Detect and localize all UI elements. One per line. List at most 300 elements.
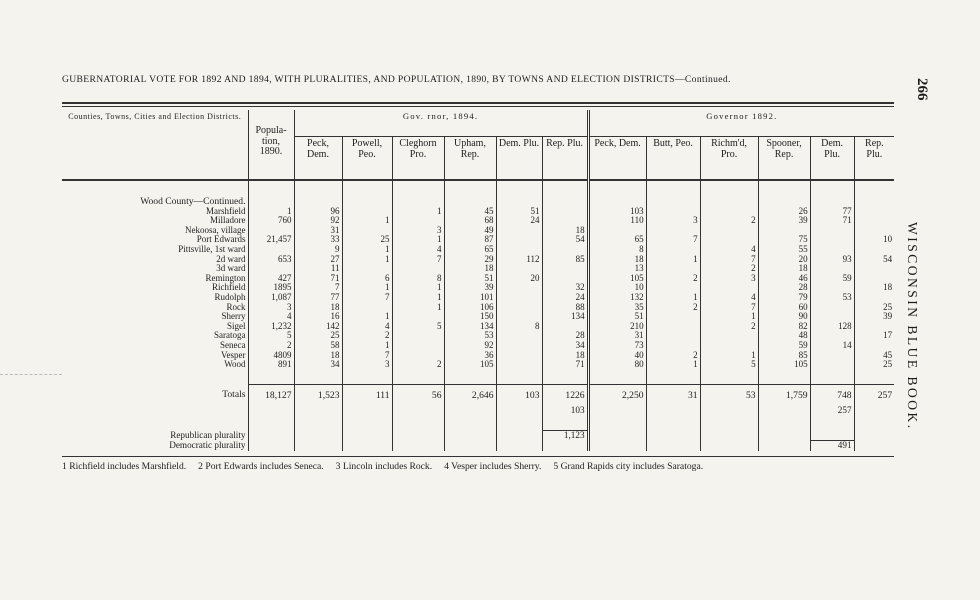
spacer-cell bbox=[646, 416, 700, 431]
table-row bbox=[62, 216, 894, 226]
vote-cell: 4 bbox=[342, 322, 392, 332]
plurality-cell bbox=[758, 440, 810, 450]
vote-cell bbox=[392, 312, 444, 322]
spacer-cell bbox=[392, 370, 444, 385]
county-column-header: Counties, Towns, Cities and Election Districts. bbox=[62, 110, 248, 180]
spacer-cell bbox=[62, 416, 248, 431]
vote-cell: 1 bbox=[342, 341, 392, 351]
footnotes bbox=[62, 461, 902, 472]
vote-cell: 9 bbox=[294, 245, 342, 255]
subtotal-cell bbox=[392, 406, 444, 416]
vote-cell bbox=[810, 245, 854, 255]
vote-cell: 6 bbox=[342, 274, 392, 284]
vote-cell: 1 bbox=[700, 312, 758, 322]
vote-cell bbox=[810, 226, 854, 236]
vote-cell: 53 bbox=[444, 331, 496, 341]
page-number: 266 bbox=[914, 78, 930, 101]
vote-cell: 58 bbox=[294, 341, 342, 351]
table-row bbox=[62, 360, 894, 370]
vote-cell: 45 bbox=[854, 351, 894, 361]
vote-cell: 132 bbox=[588, 293, 646, 303]
district-name: Rudolph bbox=[214, 292, 246, 302]
spacer-cell bbox=[854, 180, 894, 195]
vote-cell: 7 bbox=[294, 283, 342, 293]
district-name: Wood bbox=[224, 360, 246, 370]
spacer-cell bbox=[294, 180, 342, 195]
vote-cell bbox=[646, 322, 700, 332]
vote-cell: 18 bbox=[294, 351, 342, 361]
plurality-value: 491 bbox=[810, 440, 854, 450]
vote-cell bbox=[342, 226, 392, 236]
subtotal-row bbox=[62, 406, 894, 416]
table-row bbox=[62, 341, 894, 351]
spacer-cell bbox=[758, 180, 810, 195]
totals-cell: 56 bbox=[392, 384, 444, 406]
plurality-cell bbox=[444, 440, 496, 450]
vote-cell: 48 bbox=[758, 331, 810, 341]
section-cell bbox=[496, 195, 542, 207]
vote-cell bbox=[854, 216, 894, 226]
vote-cell bbox=[496, 283, 542, 293]
spacer-cell bbox=[810, 180, 854, 195]
plurality-cell bbox=[542, 440, 588, 450]
plurality-cell bbox=[700, 430, 758, 440]
vote-cell bbox=[392, 216, 444, 226]
totals-cell: 53 bbox=[700, 384, 758, 406]
vote-cell: 7 bbox=[342, 351, 392, 361]
district-name: Nekoosa, village bbox=[185, 225, 246, 235]
spacer-cell bbox=[542, 180, 588, 195]
vote-table bbox=[62, 110, 894, 451]
subtotal-cell bbox=[444, 406, 496, 416]
vote-cell: 32 bbox=[542, 283, 588, 293]
section-cell bbox=[588, 195, 646, 207]
vote-cell: 71 bbox=[294, 274, 342, 284]
footnote-rule bbox=[62, 456, 894, 457]
vote-cell: 31 bbox=[294, 226, 342, 236]
vote-cell bbox=[810, 351, 854, 361]
vote-cell: 4 bbox=[700, 293, 758, 303]
spacer-cell bbox=[444, 180, 496, 195]
table-row bbox=[62, 312, 894, 322]
vote-cell: 55 bbox=[758, 245, 810, 255]
spacer-cell bbox=[444, 416, 496, 431]
table-row bbox=[62, 331, 894, 341]
vote-cell bbox=[646, 207, 700, 217]
totals-cell: 31 bbox=[646, 384, 700, 406]
vote-cell: 101 bbox=[444, 293, 496, 303]
vote-cell: 134 bbox=[444, 322, 496, 332]
subtotal-cell: 103 bbox=[542, 406, 588, 416]
table-row bbox=[62, 303, 894, 313]
vote-cell bbox=[810, 264, 854, 274]
vote-cell: 65 bbox=[444, 245, 496, 255]
subtotal-cell bbox=[294, 406, 342, 416]
vote-cell: 25 bbox=[294, 331, 342, 341]
vote-cell: 90 bbox=[758, 312, 810, 322]
spacer-cell bbox=[444, 370, 496, 385]
col-1892-5-header: Rep. Plu. bbox=[854, 137, 894, 181]
vote-cell bbox=[542, 264, 588, 274]
spacer-cell bbox=[700, 370, 758, 385]
section-cell bbox=[444, 195, 496, 207]
vote-cell: 3 bbox=[342, 360, 392, 370]
vote-cell bbox=[854, 322, 894, 332]
subtotal-cell: 257 bbox=[810, 406, 854, 416]
vote-cell: 21,457 bbox=[248, 235, 294, 245]
vote-cell: 7 bbox=[392, 255, 444, 265]
vote-cell bbox=[700, 226, 758, 236]
vote-cell: 35 bbox=[588, 303, 646, 313]
vote-cell: 77 bbox=[810, 207, 854, 217]
col-1894-0-header: Peck, Dem. bbox=[294, 137, 342, 181]
plurality-cell bbox=[700, 440, 758, 450]
spacer-cell bbox=[758, 370, 810, 385]
vote-cell bbox=[854, 341, 894, 351]
spacer-cell bbox=[392, 180, 444, 195]
plurality-cell bbox=[248, 440, 294, 450]
plurality-label: Democratic plurality bbox=[169, 440, 246, 450]
vote-cell: 20 bbox=[496, 274, 542, 284]
spacer-cell bbox=[854, 416, 894, 431]
section-cell bbox=[646, 195, 700, 207]
group-header-1894: Gov. rnor, 1894. bbox=[294, 110, 588, 137]
vote-cell: 105 bbox=[444, 360, 496, 370]
vote-cell: 1 bbox=[646, 255, 700, 265]
spacer-cell bbox=[700, 416, 758, 431]
subtotal-cell bbox=[342, 406, 392, 416]
group-header-1892: Governor 1892. bbox=[588, 110, 894, 137]
vote-cell: 105 bbox=[758, 360, 810, 370]
table-row bbox=[62, 245, 894, 255]
district-name: Milladore bbox=[210, 216, 246, 226]
vote-cell: 4 bbox=[248, 312, 294, 322]
district-name: Pittsville, 1st ward bbox=[178, 244, 246, 254]
vote-cell: 1 bbox=[342, 283, 392, 293]
vote-cell: 110 bbox=[588, 216, 646, 226]
vote-cell: 2 bbox=[646, 351, 700, 361]
vote-cell: 39 bbox=[758, 216, 810, 226]
vote-cell: 7 bbox=[700, 303, 758, 313]
vote-cell: 5 bbox=[248, 331, 294, 341]
spacer-cell bbox=[248, 416, 294, 431]
vote-cell: 88 bbox=[542, 303, 588, 313]
vote-cell: 7 bbox=[646, 235, 700, 245]
section-cell bbox=[542, 195, 588, 207]
vote-cell bbox=[248, 245, 294, 255]
section-cell bbox=[854, 195, 894, 207]
vote-cell: 653 bbox=[248, 255, 294, 265]
vote-cell: 8 bbox=[588, 245, 646, 255]
vote-cell: 106 bbox=[444, 303, 496, 313]
vote-cell bbox=[854, 226, 894, 236]
vote-cell: 71 bbox=[810, 216, 854, 226]
vote-cell: 11 bbox=[294, 264, 342, 274]
vote-cell: 46 bbox=[758, 274, 810, 284]
spacer-cell bbox=[588, 370, 646, 385]
vote-cell: 1895 bbox=[248, 283, 294, 293]
vote-cell: 10 bbox=[588, 283, 646, 293]
totals-cell: 1226 bbox=[542, 384, 588, 406]
col-1894-2-header: Cleghorn Pro. bbox=[392, 137, 444, 181]
vote-cell: 53 bbox=[810, 293, 854, 303]
vote-cell: 14 bbox=[810, 341, 854, 351]
spacer-cell bbox=[342, 416, 392, 431]
plurality-cell bbox=[294, 440, 342, 450]
plurality-cell bbox=[496, 440, 542, 450]
vote-cell bbox=[646, 341, 700, 351]
vote-cell: 2 bbox=[700, 216, 758, 226]
vote-cell bbox=[496, 351, 542, 361]
vote-cell: 1 bbox=[392, 235, 444, 245]
vote-cell: 39 bbox=[444, 283, 496, 293]
vote-cell: 29 bbox=[444, 255, 496, 265]
plurality-cell bbox=[646, 440, 700, 450]
vote-cell: 142 bbox=[294, 322, 342, 332]
footnote: 5 Grand Rapids city includes Saratoga. bbox=[553, 461, 704, 472]
vote-cell bbox=[588, 226, 646, 236]
vote-cell: 68 bbox=[444, 216, 496, 226]
subtotal-cell bbox=[496, 406, 542, 416]
vote-cell: 51 bbox=[444, 274, 496, 284]
vote-cell: 79 bbox=[758, 293, 810, 303]
vote-cell: 1,232 bbox=[248, 322, 294, 332]
vote-cell bbox=[646, 226, 700, 236]
vote-cell: 128 bbox=[810, 322, 854, 332]
vote-cell bbox=[496, 303, 542, 313]
vote-cell bbox=[342, 207, 392, 217]
district-name: Sigel bbox=[226, 321, 246, 331]
vote-cell bbox=[810, 360, 854, 370]
vote-cell bbox=[342, 264, 392, 274]
col-1894-5-header: Rep. Plu. bbox=[542, 137, 588, 181]
district-name: 2d ward bbox=[216, 254, 246, 264]
vote-cell bbox=[248, 264, 294, 274]
vote-cell: 28 bbox=[542, 331, 588, 341]
vote-cell: 85 bbox=[542, 255, 588, 265]
vote-cell bbox=[854, 245, 894, 255]
vote-cell: 1 bbox=[700, 351, 758, 361]
running-head: WISCONSIN BLUE BOOK. bbox=[905, 222, 920, 431]
vote-cell: 31 bbox=[588, 331, 646, 341]
spacer-row bbox=[62, 180, 894, 195]
vote-cell bbox=[854, 274, 894, 284]
vote-cell: 4 bbox=[700, 245, 758, 255]
vote-cell: 427 bbox=[248, 274, 294, 284]
vote-cell: 3 bbox=[392, 226, 444, 236]
vote-cell: 18 bbox=[444, 264, 496, 274]
vote-cell bbox=[542, 216, 588, 226]
plurality-value: 1,123 bbox=[542, 430, 588, 440]
vote-cell: 4 bbox=[392, 245, 444, 255]
vote-cell: 60 bbox=[758, 303, 810, 313]
totals-label: Totals bbox=[222, 389, 246, 401]
vote-cell: 891 bbox=[248, 360, 294, 370]
vote-cell: 16 bbox=[294, 312, 342, 322]
vote-cell bbox=[496, 245, 542, 255]
table-row bbox=[62, 322, 894, 332]
vote-cell bbox=[496, 312, 542, 322]
totals-cell: 2,646 bbox=[444, 384, 496, 406]
vote-cell: 18 bbox=[542, 226, 588, 236]
table-row bbox=[62, 226, 894, 236]
vote-cell: 5 bbox=[700, 360, 758, 370]
vote-cell bbox=[810, 331, 854, 341]
vote-cell bbox=[342, 303, 392, 313]
vote-cell: 65 bbox=[588, 235, 646, 245]
spacer-row bbox=[62, 416, 894, 431]
vote-cell bbox=[810, 303, 854, 313]
vote-cell: 24 bbox=[542, 293, 588, 303]
spacer-cell bbox=[248, 370, 294, 385]
vote-cell: 51 bbox=[496, 207, 542, 217]
plurality-cell bbox=[588, 430, 646, 440]
district-name: Rock bbox=[226, 302, 246, 312]
vote-cell bbox=[392, 331, 444, 341]
vote-cell: 3 bbox=[646, 216, 700, 226]
vote-cell bbox=[496, 226, 542, 236]
section-cell bbox=[342, 195, 392, 207]
plurality-cell bbox=[646, 430, 700, 440]
vote-cell bbox=[496, 360, 542, 370]
vote-cell bbox=[248, 226, 294, 236]
vote-cell bbox=[700, 207, 758, 217]
table-row bbox=[62, 255, 894, 265]
subtotal-cell bbox=[700, 406, 758, 416]
vote-cell: 33 bbox=[294, 235, 342, 245]
vote-cell: 34 bbox=[542, 341, 588, 351]
plurality-cell bbox=[294, 430, 342, 440]
vote-cell bbox=[496, 293, 542, 303]
spacer-row bbox=[62, 370, 894, 385]
table-row bbox=[62, 283, 894, 293]
totals-cell: 111 bbox=[342, 384, 392, 406]
subtotal-cell bbox=[62, 406, 248, 416]
spacer-cell bbox=[294, 416, 342, 431]
vote-cell: 3 bbox=[248, 303, 294, 313]
vote-cell: 1 bbox=[342, 255, 392, 265]
district-name: 3d ward bbox=[216, 264, 246, 274]
vote-cell: 18 bbox=[542, 351, 588, 361]
vote-cell bbox=[854, 207, 894, 217]
vote-cell: 27 bbox=[294, 255, 342, 265]
vote-cell bbox=[854, 293, 894, 303]
plurality-cell bbox=[342, 440, 392, 450]
plurality-cell bbox=[854, 440, 894, 450]
vote-cell: 4809 bbox=[248, 351, 294, 361]
section-cell bbox=[248, 195, 294, 207]
table-row bbox=[62, 235, 894, 245]
col-1892-2-header: Richm'd, Pro. bbox=[700, 137, 758, 181]
spacer-cell bbox=[342, 180, 392, 195]
vote-cell: 26 bbox=[758, 207, 810, 217]
spacer-cell bbox=[542, 370, 588, 385]
vote-cell: 3 bbox=[700, 274, 758, 284]
vote-cell: 1 bbox=[646, 360, 700, 370]
spacer-cell bbox=[646, 180, 700, 195]
footnote: 1 Richfield includes Marshfield. bbox=[62, 461, 187, 472]
spacer-cell bbox=[62, 370, 248, 385]
plurality-cell bbox=[810, 430, 854, 440]
vote-cell: 2 bbox=[342, 331, 392, 341]
vote-cell bbox=[646, 264, 700, 274]
vote-cell bbox=[496, 341, 542, 351]
section-cell bbox=[392, 195, 444, 207]
table-row bbox=[62, 207, 894, 217]
subtotal-cell bbox=[248, 406, 294, 416]
vote-cell bbox=[646, 331, 700, 341]
header-row-groups bbox=[62, 110, 894, 137]
district-name: Vesper bbox=[221, 350, 246, 360]
spacer-cell bbox=[496, 180, 542, 195]
vote-cell: 210 bbox=[588, 322, 646, 332]
vote-cell bbox=[700, 235, 758, 245]
vote-cell: 59 bbox=[758, 341, 810, 351]
vote-cell: 8 bbox=[496, 322, 542, 332]
vote-cell: 17 bbox=[854, 331, 894, 341]
spacer-cell bbox=[248, 180, 294, 195]
vote-cell: 18 bbox=[294, 303, 342, 313]
footnote: 4 Vesper includes Sherry. bbox=[444, 461, 542, 472]
section-cell bbox=[810, 195, 854, 207]
vote-cell: 39 bbox=[854, 312, 894, 322]
spacer-cell bbox=[496, 416, 542, 431]
plurality-cell bbox=[248, 430, 294, 440]
vote-cell bbox=[542, 207, 588, 217]
subtotal-cell bbox=[646, 406, 700, 416]
section-title: Wood County—Continued. bbox=[140, 196, 246, 207]
spacer-cell bbox=[810, 370, 854, 385]
vote-cell: 25 bbox=[854, 303, 894, 313]
vote-cell bbox=[758, 226, 810, 236]
spacer-cell bbox=[294, 370, 342, 385]
section-cell bbox=[758, 195, 810, 207]
vote-cell: 1 bbox=[392, 207, 444, 217]
col-1894-4-header: Dem. Plu. bbox=[496, 137, 542, 181]
vote-cell: 760 bbox=[248, 216, 294, 226]
plurality-cell bbox=[392, 430, 444, 440]
vote-cell: 134 bbox=[542, 312, 588, 322]
col-1892-4-header: Dem. Plu. bbox=[810, 137, 854, 181]
spacer-cell bbox=[588, 180, 646, 195]
district-name: Sherry bbox=[221, 312, 246, 322]
vote-cell: 92 bbox=[444, 341, 496, 351]
vote-cell: 34 bbox=[294, 360, 342, 370]
spacer-cell bbox=[646, 370, 700, 385]
page-edge-mark bbox=[0, 374, 62, 375]
vote-cell bbox=[810, 312, 854, 322]
district-name: Remington bbox=[205, 273, 246, 283]
plurality-row bbox=[62, 430, 894, 440]
vote-cell: 24 bbox=[496, 216, 542, 226]
col-1892-1-header: Butt, Peo. bbox=[646, 137, 700, 181]
table-row bbox=[62, 274, 894, 284]
spacer-cell bbox=[62, 180, 248, 195]
vote-cell: 150 bbox=[444, 312, 496, 322]
vote-cell bbox=[496, 264, 542, 274]
totals-cell: 103 bbox=[496, 384, 542, 406]
totals-cell: 748 bbox=[810, 384, 854, 406]
totals-row bbox=[62, 384, 894, 406]
spacer-cell bbox=[758, 416, 810, 431]
table-title: GUBERNATORIAL VOTE FOR 1892 AND 1894, WITH PLURALITIES, AND POPULATION, 1890, BY TOWNS AND ELECTION DISTRICTS—Continued. bbox=[62, 74, 731, 85]
vote-cell: 10 bbox=[854, 235, 894, 245]
spacer-cell bbox=[342, 370, 392, 385]
district-name: Port Edwards bbox=[196, 235, 246, 245]
vote-cell bbox=[392, 351, 444, 361]
vote-cell: 20 bbox=[758, 255, 810, 265]
vote-cell: 7 bbox=[700, 255, 758, 265]
